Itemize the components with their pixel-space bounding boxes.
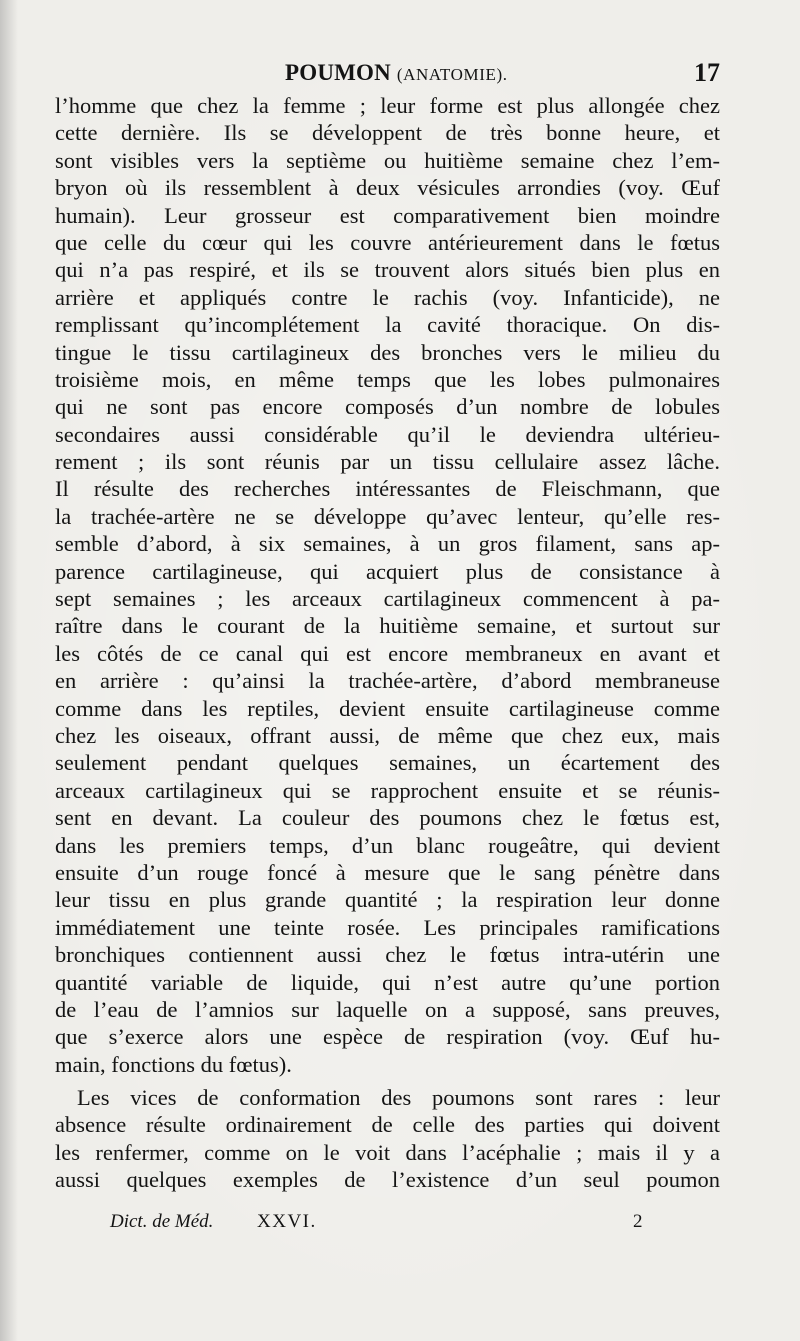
- text-line: que s’exerce alors une espèce de respiration (voy. Œuf hu-: [55, 1024, 720, 1050]
- text-line: dans les premiers temps, d’un blanc rougeâtre, qui devient: [55, 832, 720, 858]
- text-line: leur tissu en plus grande quantité ; la respiration leur donne: [55, 887, 720, 913]
- page-gutter-shadow: [0, 0, 18, 1341]
- page-number: 17: [694, 58, 720, 87]
- page-footer: [55, 1211, 720, 1241]
- text-line: seulement pendant quelques semaines, un écartement des: [55, 750, 720, 776]
- text-line: en arrière : qu’ainsi la trachée-artère, d’abord membraneuse: [55, 668, 720, 694]
- text-line: les côtés de ce canal qui est encore membraneux en avant et: [55, 640, 720, 666]
- text-line: qui n’a pas respiré, et ils se trouvent alors situés bien plus en: [55, 257, 720, 283]
- text-line: absence résulte ordinairement de celle des parties qui doivent: [55, 1112, 720, 1138]
- text-line: sept semaines ; les arceaux cartilagineux commencent à pa-: [55, 586, 720, 612]
- text-line: tingue le tissu cartilagineux des bronches vers le milieu du: [55, 339, 720, 365]
- text-line: cette dernière. Ils se développent de très bonne heure, et: [55, 120, 720, 146]
- text-line: ensuite d’un rouge foncé à mesure que le sang pénètre dans: [55, 859, 720, 885]
- text-line: de l’eau de l’amnios sur laquelle on a supposé, sans preuves,: [55, 996, 720, 1022]
- running-title: [285, 60, 508, 86]
- text-line: sent en devant. La couleur des poumons chez le fœtus est,: [55, 805, 720, 831]
- text-line: humain). Leur grosseur est comparativement bien moindre: [55, 202, 720, 228]
- text-line: sont visibles vers la septième ou huitième semaine chez l’em-: [55, 147, 720, 173]
- text-line: immédiatement une teinte rosée. Les principales ramifications: [55, 914, 720, 940]
- paragraph-end-line: main, fonctions du fœtus).: [55, 1051, 292, 1077]
- text-line: les renfermer, comme on le voit dans l’acéphalie ; mais il y a: [55, 1139, 720, 1165]
- signature-volume: XXVI.: [257, 1211, 317, 1232]
- text-line: quantité variable de liquide, qui n’est autre qu’une portion: [55, 969, 720, 995]
- running-title-main: POUMON: [285, 60, 391, 85]
- text-line: aussi quelques exemples de l’existence d’un seul poumon: [55, 1167, 720, 1193]
- text-line: qui ne sont pas encore composés d’un nombre de lobules: [55, 394, 720, 420]
- paragraph-start-line: Les vices de conformation des poumons sont rares : leur: [77, 1085, 720, 1111]
- page-header: [55, 60, 720, 94]
- running-title-sub: (ANATOMIE).: [396, 65, 508, 84]
- text-line: troisième mois, en même temps que les lobes pulmonaires: [55, 366, 720, 392]
- text-line: rement ; ils sont réunis par un tissu cellulaire assez lâche.: [55, 449, 720, 475]
- text-line: arrière et appliqués contre le rachis (voy. Infanticide), ne: [55, 284, 720, 310]
- text-line: comme dans les reptiles, devient ensuite cartilagineuse comme: [55, 695, 720, 721]
- text-line: parence cartilagineuse, qui acquiert plus de consistance à: [55, 558, 720, 584]
- text-line: raître dans le courant de la huitième semaine, et surtout sur: [55, 613, 720, 639]
- text-line: que celle du cœur qui les couvre antérieurement dans le fœtus: [55, 229, 720, 255]
- text-line: chez les oiseaux, offrant aussi, de même que chez eux, mais: [55, 722, 720, 748]
- text-line: semble d’abord, à six semaines, à un gros filament, sans ap-: [55, 531, 720, 557]
- text-line: l’homme que chez la femme ; leur forme est plus allongée chez: [55, 93, 720, 118]
- text-line: secondaires aussi considérable qu’il le deviendra ultérieu-: [55, 421, 720, 447]
- text-line: bronchiques contiennent aussi chez le fœtus intra-utérin une: [55, 942, 720, 968]
- text-line: bryon où ils ressemblent à deux vésicules arrondies (voy. Œuf: [55, 175, 720, 201]
- body-text: [55, 92, 720, 1194]
- signature-label: Dict. de Méd.: [110, 1211, 214, 1232]
- text-line: la trachée-artère ne se développe qu’avec lenteur, qu’elle res-: [55, 503, 720, 529]
- text-line: arceaux cartilagineux qui se rapprochent ensuite et se réunis-: [55, 777, 720, 803]
- signature-number: 2: [633, 1211, 643, 1232]
- text-line: remplissant qu’incomplétement la cavité thoracique. On dis-: [55, 312, 720, 338]
- text-line: Il résulte des recherches intéressantes de Fleischmann, que: [55, 476, 720, 502]
